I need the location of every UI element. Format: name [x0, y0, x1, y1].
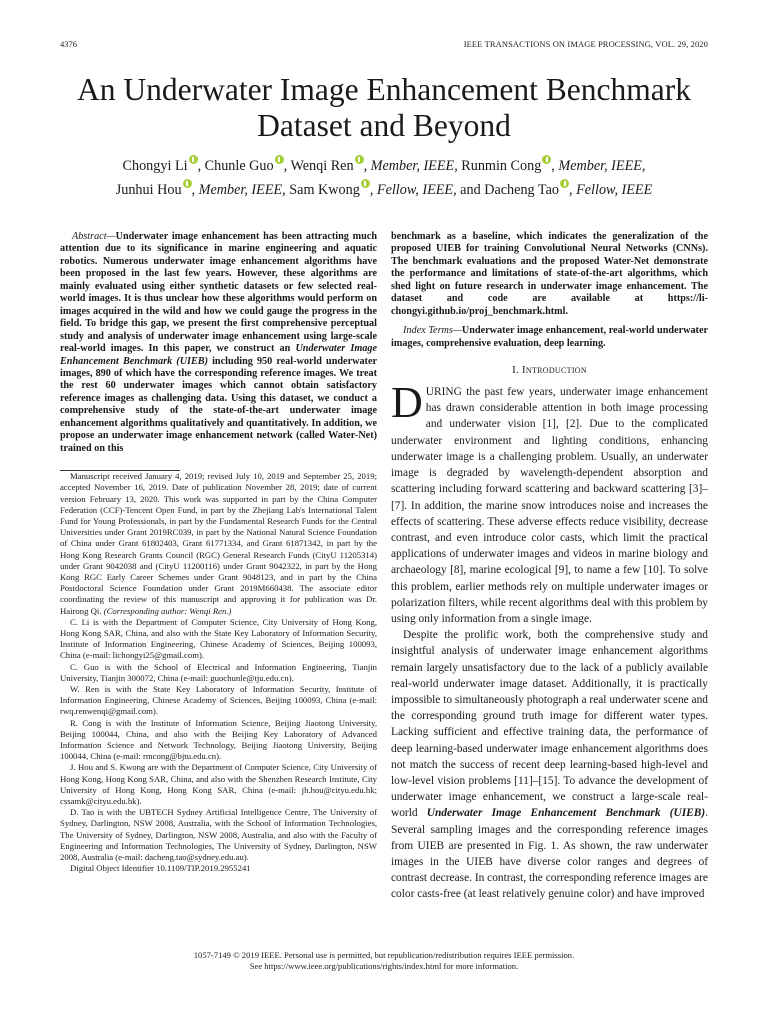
left-column	[60, 231, 377, 874]
section-title: Introduction	[521, 364, 587, 377]
footnote-doi[interactable]: Digital Object Identifier 10.1109/TIP.2019.2955241	[70, 863, 251, 874]
separator: ,	[197, 158, 205, 174]
separator: ,	[369, 182, 377, 198]
author-list	[50, 154, 718, 202]
separator: ,	[454, 158, 462, 174]
separator: ,	[283, 158, 291, 174]
index-terms	[391, 325, 708, 350]
orcid-icon[interactable]	[189, 155, 198, 164]
benchmark-name: Underwater Image Enhancement Benchmark (UIEB)	[426, 807, 706, 820]
page-number: 4376	[60, 39, 77, 49]
trailing-comma: ,	[641, 158, 646, 174]
footnote-affiliation-ren: W. Ren is with the State Key Laboratory of Information Security, Institute of Information Engineering, Chinese Academy of Sciences, Beijing 100093, China (e-mail: rwq.renwenqi@gmail.com).	[60, 684, 377, 717]
author-grade: Member, IEEE	[558, 158, 642, 174]
author-grade: Member, IEEE	[370, 158, 455, 174]
separator: ,	[569, 182, 577, 198]
drop-cap: D	[391, 378, 423, 428]
abstract-benchmark-name: Underwater Image Enhancement Benchmark (UIEB)	[60, 343, 378, 367]
footnote-affiliation-hou-kwong: J. Hou and S. Kwong are with the Department of Computer Science, City University of Hong Kong, Hong Kong SAR, China, and also with the Shenzhen Research Institute, City University of Hong Kong, Hong Kong SAR, China (e-mail: jh.hou@cityu.edu.hk; cssamk@cityu.edu.hk).	[60, 762, 377, 807]
footnotes	[60, 471, 377, 874]
separator: , and	[453, 182, 485, 198]
footnote-affiliation-cong: R. Cong is with the Institute of Information Science, Beijing Jiaotong University, Beijing 100044, China, and also with the Beijing Key Laboratory of Advanced Information Science and Network Technology, Beijing Jiaotong University, Beijing 100044, China (e-mail: rmcong@bjtu.edu.cn).	[60, 717, 377, 762]
author-name: Runmin Cong	[461, 158, 542, 174]
author-grade: Fellow, IEEE	[576, 182, 653, 198]
orcid-icon[interactable]	[183, 179, 192, 188]
index-terms-text: Underwater image enhancement, real-world underwater images, comprehensive evaluation, deep learning.	[391, 325, 708, 349]
paragraph-text-cont: . Several sampling images and the corresponding reference images from UIEB are presented in Fig. 1. As shown, the raw underwater images in the UIEB have diverse color ranges and degrees of contrast decrease. In contrast, the corresponding reference images are color casts-free (at least relatively genuine color) and have improved	[391, 807, 708, 901]
running-head: IEEE TRANSACTIONS ON IMAGE PROCESSING, VOL. 29, 2020	[463, 39, 708, 49]
intro-paragraph-1	[391, 378, 708, 627]
orcid-icon[interactable]	[275, 155, 284, 164]
abstract	[60, 231, 377, 455]
corresponding-author: (Corresponding author: Wenqi Ren.)	[103, 605, 232, 616]
paper-title	[40, 72, 728, 144]
copyright-line-2: See https://www.ieee.org/publications/rights/index.html for more information.	[249, 961, 519, 971]
index-terms-label: Index Terms—	[403, 325, 462, 337]
paragraph-text: Despite the prolific work, both the comprehensive study and insightful analysis of underwater image enhancement algorithms remain largely unsatisfactory due to the lack of a publicly available real-world underwater image dataset. Additionally, it is practically impossible to simultaneously photograph a real underwater scene and the corresponding ground truth image for different water types. Lacking sufficient and effective training data, the performance of deep learning-based underwater image enhancement algorithms does not match the success of recent deep learning-based high-level and low-level vision problems [11]–[15]. To advance the development of underwater image enhancement, we construct a large-scale real-world	[391, 629, 708, 820]
author-name: Wenqi Ren	[290, 158, 354, 174]
author-line-1	[50, 154, 718, 178]
author-grade: Fellow, IEEE	[376, 182, 454, 198]
abstract-text: Underwater image enhancement has been attracting much attention due to its significance in marine engineering and aquatic robotics. Numerous underwater image enhancement algorithms have been proposed in the last few years. However, these algorithms are mainly evaluated using either synthetic datasets or few selected real-world images. It is thus unclear how these algorithms would perform on images acquired in the wild and how we could gauge the progress in the field. To bridge this gap, we present the first comprehensive perceptual study and analysis of underwater image enhancement using large-scale real-world images. In this paper, we construct an	[60, 231, 377, 355]
copyright-notice	[40, 950, 728, 972]
author-grade: Member, IEEE	[198, 182, 283, 198]
separator: ,	[191, 182, 199, 198]
paragraph-text: URING the past few years, underwater image enhancement has drawn considerable attention in both image processing and underwater vision [1], [2]. Due to the complicated underwater environment and lighting conditions, enhancing underwater image is a challenging problem. Usually, an underwater image is degraded by wavelength-dependent absorption and scattering including forward scattering and backward scattering [3]–[7]. In addition, the marine snow introduces noise and increases the effects of scattering. These adverse effects reduce visibility, decrease contrast, and even introduce color casts, which limit the practical applications of underwater images and videos in marine biology and archaeology [8], marine ecological [9], to name a few [10]. To solve this problem, earlier methods rely on multiple underwater images or polarization filters, while recent algorithms deal with this problem by using only information from a single image.	[391, 386, 708, 625]
orcid-icon[interactable]	[355, 155, 364, 164]
footnote-affiliation-guo: C. Guo is with the School of Electrical and Information Engineering, Tianjin University, Tianjin 300072, China (e-mail: guochunle@tju.edu.cn).	[60, 661, 377, 683]
right-column	[391, 231, 708, 903]
abstract-continued: benchmark as a baseline, which indicates the generalization of the proposed UIEB for training Convolutional Neural Networks (CNNs). The benchmark evaluations and the proposed Water-Net demonstrate the performance and limitations of state-of-the-art algorithms, which shed light on future research in underwater image enhancement. The dataset and code are available at https://li-chongyi.github.io/proj_benchmark.html.	[391, 231, 708, 317]
title-line-2: Dataset and Beyond	[257, 108, 511, 143]
author-name: Chongyi Li	[122, 158, 188, 174]
copyright-line-1: 1057-7149 © 2019 IEEE. Personal use is permitted, but republication/redistribution requires IEEE permission.	[193, 950, 575, 960]
abstract-text-cont: including 950 real-world underwater images, 890 of which have the corresponding reference images. We treat the rest 60 underwater images which cannot obtain satisfactory reference images as challenging data. Using this dataset, we conduct a comprehensive study of the state-of-the-art underwater image enhancement algorithms qualitatively and quantitatively. In addition, we propose an underwater image enhancement network (called Water-Net) trained on this	[60, 355, 377, 454]
title-line-1: An Underwater Image Enhancement Benchmark	[77, 72, 691, 107]
author-name: Chunle Guo	[204, 158, 274, 174]
author-line-2	[50, 178, 718, 202]
author-name: Dacheng Tao	[484, 182, 559, 198]
author-name: Sam Kwong	[289, 182, 360, 198]
section-numeral: I.	[512, 364, 522, 377]
separator: ,	[363, 158, 371, 174]
orcid-icon[interactable]	[542, 155, 551, 164]
intro-paragraph-2	[391, 627, 708, 902]
section-heading-introduction	[391, 364, 708, 376]
abstract-label: Abstract—	[72, 231, 116, 242]
separator: ,	[282, 182, 290, 198]
footnote-affiliation-li: C. Li is with the Department of Computer Science, City University of Hong Kong, Hong Kong SAR, China, and also with the State Key Laboratory of Information Security, Institute of Information Engineering, Chinese Academy of Sciences, Beijing 100093, China (e-mail: lichongyi25@gmail.com).	[60, 616, 377, 661]
footnote-manuscript	[60, 471, 377, 617]
footnote-affiliation-tao: D. Tao is with the UBTECH Sydney Artificial Intelligence Centre, The University of Sydney, Darlington, NSW 2008, Australia, with the School of Information Technologies, The University of Sydney, Darlington, NSW 2008, Australia, and also with the Faculty of Engineering and Information Technologies, The University of Sydney, Darlington, NSW 2008, Australia (e-mail: dacheng.tao@sydney.edu.au).	[60, 807, 377, 863]
author-name: Junhui Hou	[115, 182, 182, 198]
footnote-text: Manuscript received January 4, 2019; revised July 10, 2019 and September 25, 2019; accepted November 16, 2019. Date of publication November 28, 2019; date of current version February 13, 2020. This work was supported in part by the China Computer Federation (CCF)-Tencent Open Fund, in part by the Zhejiang Lab's International Talent Fund for Young Professionals, in part by the Fundamental Research Funds for the Central Universities under Grant 2019RC039, in part by the National Natural Science Foundation of China under Grant 61802403, Grant 61771334, and Grant 61871342, in part by the Hong Kong Research Grants Council (RGC) General Research Funds (CityU 11205314) under Grant 9042038 and (CityU 11200116) under Grant 9042322, in part by the Hong Kong RGC Early Career Schemes under Grant 9048123, and in part by the China Postdoctoral Science Foundation under Grant 2019M660438. The associate editor coordinating the review of this manuscript and approving it for publication was Dr. Hairong Qi.	[60, 471, 377, 616]
orcid-icon[interactable]	[361, 179, 370, 188]
orcid-icon[interactable]	[560, 179, 569, 188]
separator: ,	[551, 158, 559, 174]
